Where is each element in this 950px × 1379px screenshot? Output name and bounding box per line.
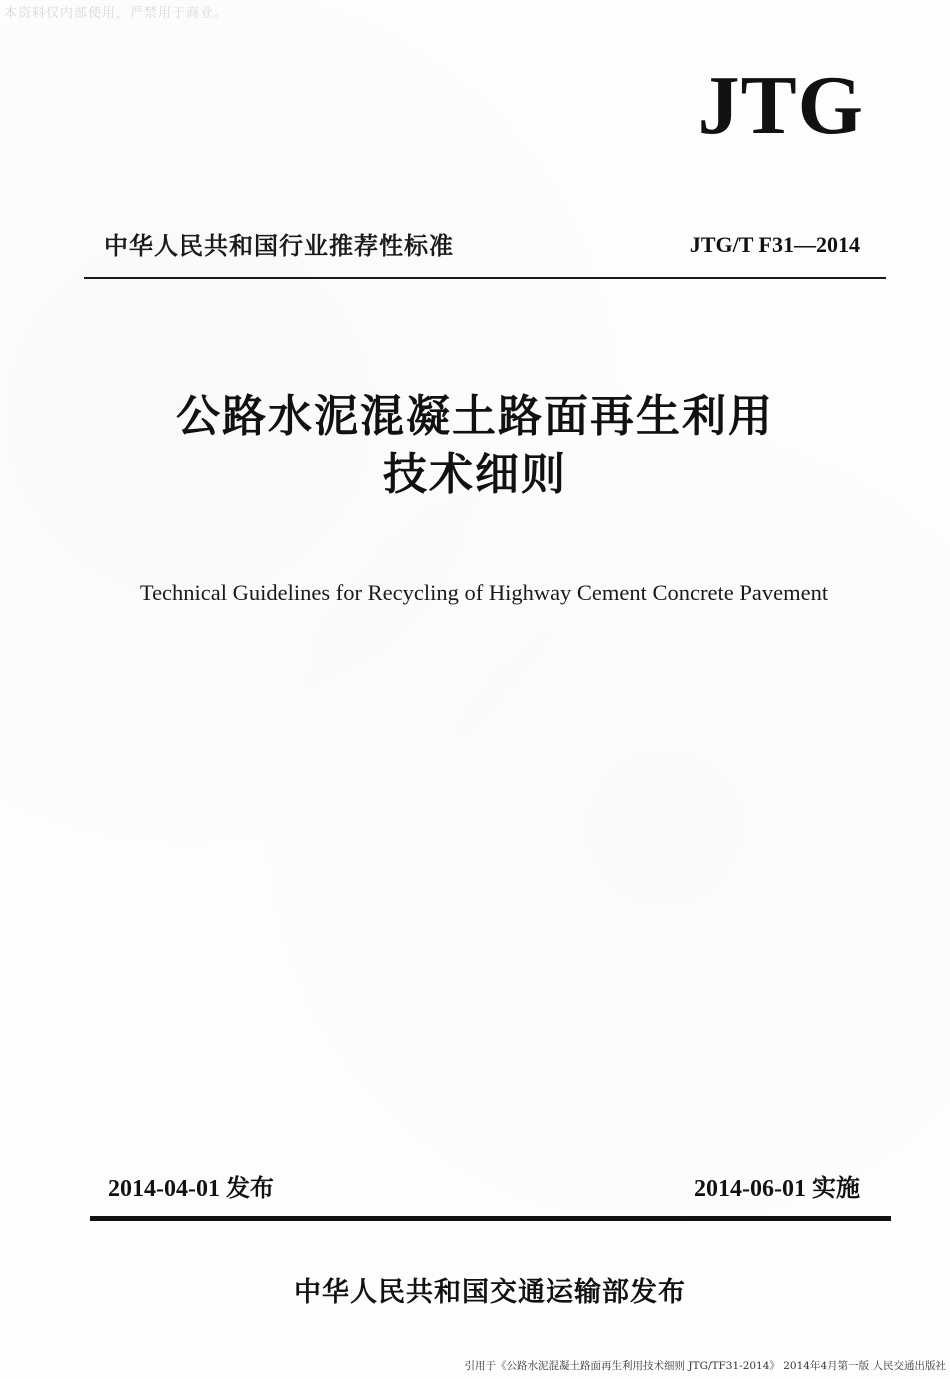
citation-footer: 引用于《公路水泥混凝土路面再生利用技术细则 JTG/TF31-2014》 2014年4月第一版 人民交通出版社 [464, 1360, 946, 1372]
effective-date: 2014-06-01 实施 [694, 1176, 860, 1202]
publisher-line: 中华人民共和国交通运输部发布 [294, 1277, 686, 1308]
document-title-en: Technical Guidelines for Recycling of Highway Cement Concrete Pavement [139, 580, 829, 605]
title-cn-line2: 技术细则 [383, 449, 567, 500]
header-divider [84, 277, 886, 279]
title-cn-line1: 公路水泥混凝土路面再生利用 [176, 391, 774, 442]
footer-divider [90, 1216, 891, 1221]
issue-date: 2014-04-01 发布 [108, 1176, 274, 1202]
standard-code: JTG/T F31—2014 [689, 232, 860, 257]
watermark-text: 本资料仅内部使用，严禁用于商业。 [4, 6, 229, 21]
standard-category: 中华人民共和国行业推荐性标准 [104, 232, 454, 260]
jtg-logo: JTG [697, 59, 864, 152]
document-title-cn [0, 388, 950, 504]
